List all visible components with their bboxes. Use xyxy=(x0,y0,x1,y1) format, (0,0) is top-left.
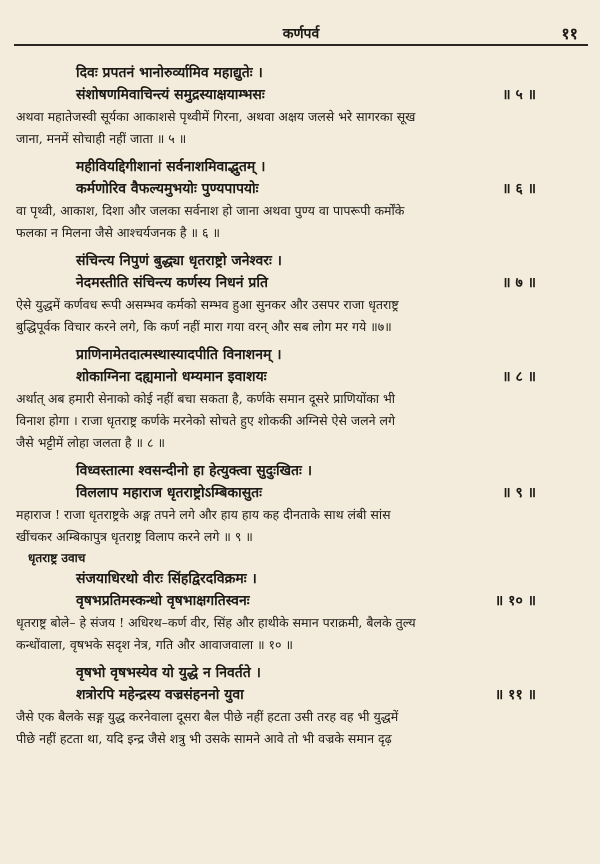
verse-line xyxy=(16,250,586,272)
verse-line xyxy=(16,590,586,612)
translation-line: ऐसे युद्धमें कर्णवध रूपी असम्भव कर्मको सम्भव हुआ सुनकर और उसपर राजा धृतराष्ट्र xyxy=(16,297,399,312)
speaker-label: धृतराष्ट्र उवाच xyxy=(28,551,86,565)
translation-line: विनाश होगा । राजा धृतराष्ट्र कर्णके मरनेको सोचते हुए शोककी अग्निसे ऐसे जलने लगे xyxy=(16,413,396,428)
verse-number: ॥ ५ ॥ xyxy=(502,87,536,103)
page-header xyxy=(14,10,588,46)
verse-text: विध्वस्तात्मा श्वसन्दीनो हा हेत्युक्त्वा सुदुःखितः । xyxy=(76,463,313,479)
verse-line xyxy=(16,344,586,366)
translation-line: खींचकर अम्बिकापुत्र धृतराष्ट्र विलाप करने लगे ॥ ९ ॥ xyxy=(16,529,253,544)
translation-line: वा पृथ्वी, आकाश, दिशा और जलका सर्वनाश हो जाना अथवा पुण्य वा पापरूपी कर्मोंके xyxy=(16,203,405,218)
verse-line xyxy=(16,156,586,178)
verse-line xyxy=(16,366,586,388)
translation-line: बुद्धिपूर्वक विचार करने लगे, कि कर्ण नहीं मारा गया वरन् और सब लोग मर गये ॥७॥ xyxy=(16,319,392,334)
verse-line xyxy=(16,84,586,106)
verse-number: ॥ ८ ॥ xyxy=(502,369,536,385)
translation-line: कन्धोंवाला, वृषभके सदृश नेत्र, गति और आवाजवाला ॥ १० ॥ xyxy=(16,637,293,652)
translation-line: फलका न मिलना जैसे आश्चर्यजनक है ॥ ६ ॥ xyxy=(16,225,220,240)
translation-line: अथवा महातेजस्वी सूर्यका आकाशसे पृथ्वीमें गिरना, अथवा अक्षय जलसे भरे सागरका सूख xyxy=(16,109,416,124)
page-body xyxy=(16,62,586,750)
translation-line: पीछे नहीं हटता था, यदि इन्द्र जैसे शत्रु भी उसके सामने आवे तो भी वज्रके समान दृढ़ xyxy=(16,731,392,746)
verse-text: संजयाधिरथो वीरः सिंहद्विरदविक्रमः । xyxy=(76,571,257,587)
verse-number: ॥ ६ ॥ xyxy=(502,181,536,197)
verse-text: वृषभो वृषभस्येव यो युद्धे न निवर्तते । xyxy=(76,665,261,681)
verse-line xyxy=(16,662,586,684)
verse-text: दिवः प्रपतनं भानोरुर्व्यामिव महाद्युतेः । xyxy=(76,65,263,81)
translation-line: जैसे भट्टीमें लोहा जलता है ॥ ८ ॥ xyxy=(16,435,165,450)
running-title: कर्णपर्व xyxy=(282,26,320,42)
verse-number: ॥ ७ ॥ xyxy=(502,275,536,291)
page-number: ११ xyxy=(561,24,578,43)
translation-line: अर्थात् अब हमारी सेनाको कोई नहीं बचा सकता है, कर्णके समान दूसरे प्राणियोंका भी xyxy=(16,391,396,406)
verse-line xyxy=(16,62,586,84)
verse-text: वृषभप्रतिमस्कन्धो वृषभाक्षगतिस्वनः xyxy=(76,593,250,609)
translation-line: धृतराष्ट्र बोले– हे संजय ! अधिरथ–कर्ण वीर, सिंह और हाथीके समान पराक्रमी, बैलके तुल्य xyxy=(16,615,416,630)
verse-line xyxy=(16,684,586,706)
verse-text: संशोषणमिवाचिन्त्यं समुद्रस्याक्षयाम्भसः xyxy=(76,87,265,103)
verse-line xyxy=(16,272,586,294)
verse-line xyxy=(16,178,586,200)
verse-text: कर्मणोरिव वैफल्यमुभयोः पुण्यपापयोः xyxy=(76,181,259,197)
verse-number: ॥ ९ ॥ xyxy=(502,485,536,501)
verse-text: संचिन्त्य निपुणं बुद्ध्या धृतराष्ट्रो जनेश्वरः । xyxy=(76,253,282,269)
verse-line xyxy=(16,482,586,504)
verse-line xyxy=(16,460,586,482)
verse-text: नेदमस्तीति संचिन्त्य कर्णस्य निधनं प्रति xyxy=(76,275,269,291)
verse-text: शोकाग्निना दह्यमानो धम्यमान इवाशयः xyxy=(76,369,267,385)
translation-line: महाराज ! राजा धृतराष्ट्रके अङ्ग तपने लगे और हाय हाय कह दीनताके साथ लंबी सांस xyxy=(16,507,391,522)
verse-number: ॥ १० ॥ xyxy=(494,593,536,609)
verse-text: शत्रोरपि महेन्द्रस्य वज्रसंहननो युवा xyxy=(76,687,244,703)
verse-text: महीवियद्दिगीशानां सर्वनाशमिवाद्भुतम् । xyxy=(76,159,266,175)
verse-text: विललाप महाराज धृतराष्ट्रोऽम्बिकासुतः xyxy=(76,485,262,501)
verse-text: प्राणिनामेतदात्मस्थास्यादपीति विनाशनम् । xyxy=(76,347,282,363)
translation-line: जैसे एक बैलके सङ्ग युद्ध करनेवाला दूसरा बैल पीछे नहीं हटता उसी तरह वह भी युद्धमें xyxy=(16,709,399,724)
translation-line: जाना, मनमें सोचाही नहीं जाता ॥ ५ ॥ xyxy=(16,131,187,146)
verse-line xyxy=(16,568,586,590)
verse-number: ॥ ११ ॥ xyxy=(494,687,536,703)
